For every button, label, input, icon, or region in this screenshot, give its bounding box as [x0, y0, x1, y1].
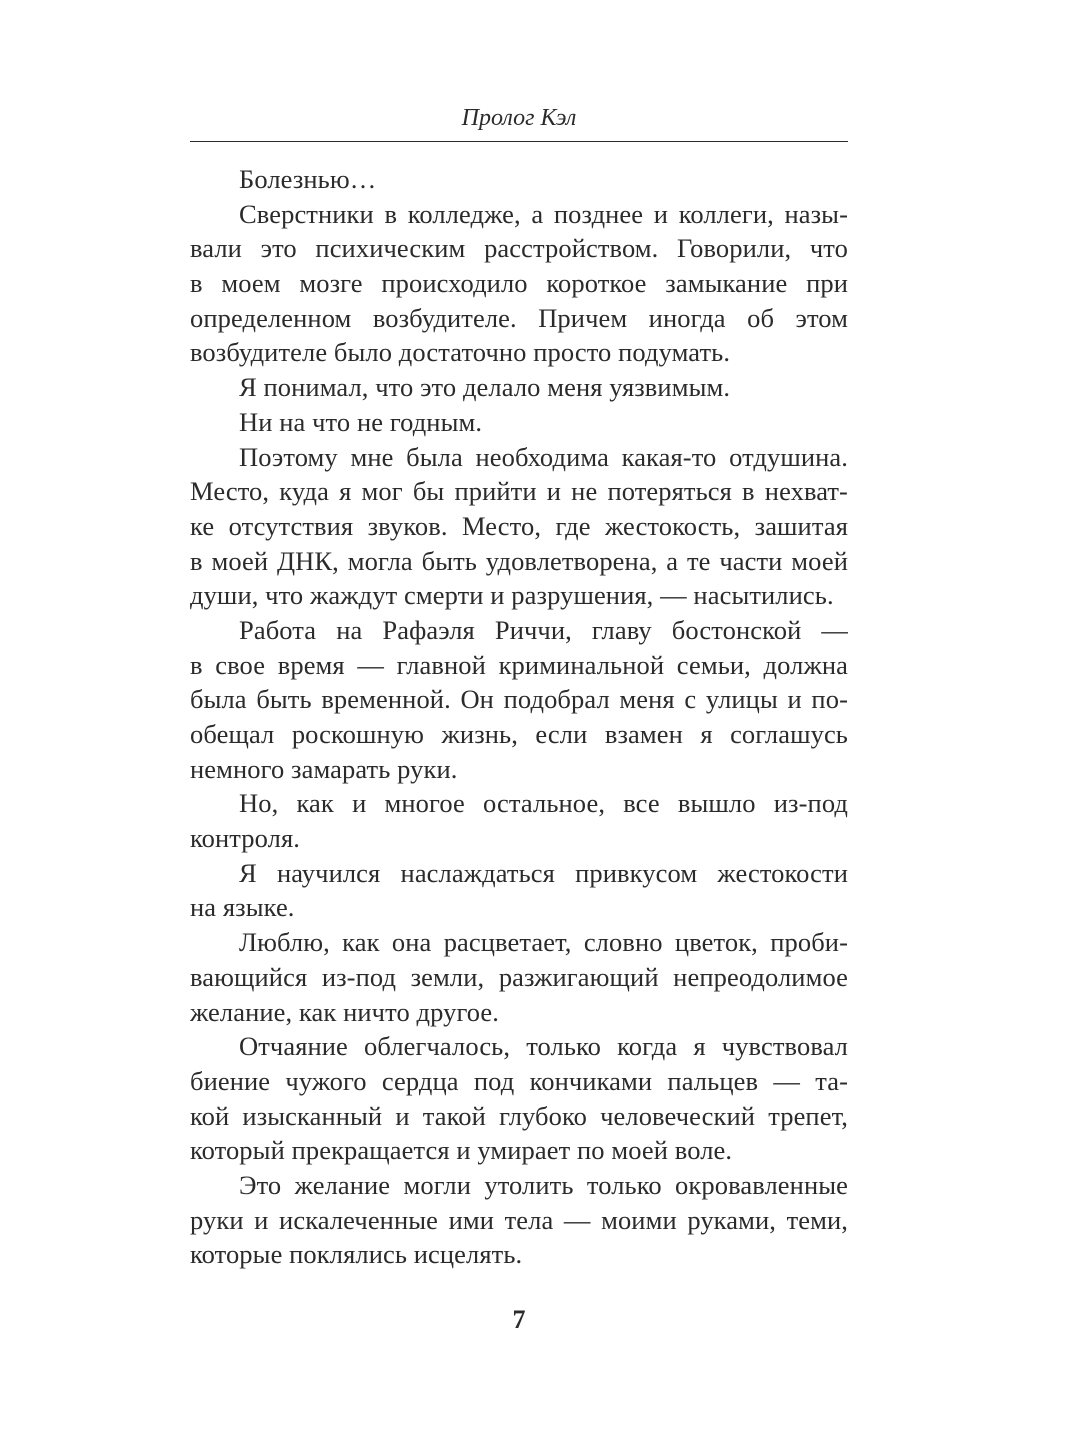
- text-line: на языке.: [190, 892, 295, 923]
- text-line: немного замарать руки.: [190, 753, 458, 784]
- text-line: вали это психическим расстройством. Говорили, что: [190, 233, 848, 264]
- text-line: кой изысканный и такой глубоко человеческий трепет,: [190, 1100, 848, 1131]
- text-line: Отчаяние облегчалось, только когда я чувствовал: [239, 1031, 848, 1062]
- text-line: руки и искалеченные ими тела — моими руками, теми,: [190, 1204, 848, 1235]
- page-number: 7: [512, 1305, 526, 1334]
- text-line: Я понимал, что это делало меня уязвимым.: [239, 372, 731, 403]
- text-line: Люблю, как она расцветает, словно цветок, проби-: [239, 927, 848, 958]
- text-line: была быть временной. Он подобрал меня с улицы и по-: [190, 684, 848, 715]
- text-line: Сверстники в колледже, а позднее и коллеги, назы-: [239, 198, 848, 229]
- text-line: возбудителе было достаточно просто подумать.: [190, 337, 731, 368]
- text-line: обещал роскошную жизнь, если взамен я соглашусь: [190, 719, 848, 749]
- running-head-title: Пролог Кэл: [461, 105, 577, 131]
- text-line: Я научился наслаждаться привкусом жестокости: [239, 857, 848, 888]
- text-line: души, что жаждут смерти и разрушения, — насытились.: [190, 580, 834, 611]
- text-line: в свое время — главной криминальной семьи, должна: [190, 649, 848, 680]
- text-line: определенном возбудителе. Причем иногда об этом: [190, 302, 848, 333]
- text-line: которые поклялись исцелять.: [190, 1239, 523, 1270]
- text-line: ке отсутствия звуков. Место, где жестокость, зашитая: [190, 510, 848, 541]
- text-line: который прекращается и умирает по моей воле.: [190, 1135, 733, 1166]
- text-line: Но, как и многое остальное, все вышло из-под: [239, 788, 848, 819]
- text-line: Болезнью…: [239, 164, 377, 194]
- text-line: Поэтому мне была необходима какая-то отдушина.: [239, 441, 848, 472]
- header-rule: [190, 141, 848, 142]
- text-line: Работа на Рафаэля Риччи, главу бостонской —: [239, 614, 848, 645]
- text-line: Это желание могли утолить только окровавленные: [239, 1169, 848, 1200]
- text-line: Место, куда я мог бы прийти и не потеряться в нехват-: [190, 476, 848, 507]
- body-text: [190, 162, 848, 1272]
- text-line: желание, как ничто другое.: [190, 996, 500, 1027]
- text-line: вающийся из-под земли, разжигающий непреодолимое: [190, 961, 848, 992]
- text-line: в моем мозге происходило короткое замыкание при: [190, 268, 848, 299]
- text-line: Ни на что не годным.: [239, 406, 483, 437]
- text-line: биение чужого сердца под кончиками пальцев — та-: [190, 1065, 848, 1096]
- text-line: контроля.: [190, 823, 300, 854]
- text-line: в моей ДНК, могла быть удовлетворена, а те части моей: [190, 545, 848, 576]
